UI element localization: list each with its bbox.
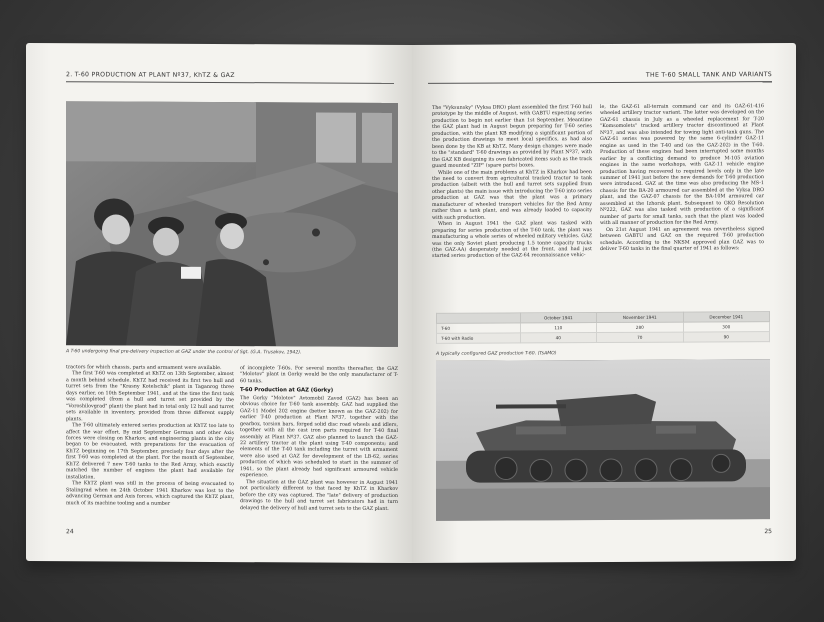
right-page <box>412 43 796 563</box>
table-cell: 90 <box>683 332 769 342</box>
paragraph: The Gorky "Molotov" Avtomobil Zavod (GAZ) has been an obvious choice for T-60 tank assembly. GAZ had supplied the GAZ-11 Model 202 engine (better known as the GAZ-202) for earlier T-40 production at Plant Nº37, together with the gearbox, torsion bars, forged solid disc road wheels and idlers, together with all the cast iron parts required for T-40 final assembly at Plant Nº37. GAZ also planned to launch the GAZ-22 artillery tractor at the plant using T-40 components; and elements of the T-40 tank including the turret with armament were also used at GAZ for development of the LB-62, series production of which was scheduled to start in the summer of 1941, so the plant already had significant armoured vehicle experience. <box>240 394 398 479</box>
paragraph: The T-60 ultimately entered series production at KhTZ too late to affect the war effort. By mid September German and other Axis forces were closing on Kharkov, and engineering plants in the city began to be evacuated, with preparations for the evacuation of KhTZ beginning on 17th September, precisely four days after the first T-60 was completed at the plant. For the month of September, KhTZ delivered 7 new T-60 tanks to the Red Army, which exactly matched the number of engines the plant had available for installation. <box>66 422 234 481</box>
paragraph: The KhTZ plant was still in the process of being evacuated to Stalingrad when on 24th October 1941 Kharkov was lost to the advancing German and Axis forces, which captured the KhTZ plant, much of its machine tooling and a number <box>66 480 234 507</box>
table-header: October 1941 <box>520 313 596 323</box>
right-running-head: THE T-60 SMALL TANK AND VARIANTS <box>645 71 772 79</box>
right-page-number: 25 <box>764 528 772 536</box>
left-page <box>26 43 412 563</box>
left-column-2 <box>240 365 398 512</box>
paragraph: of incomplete T-60s. For several months thereafter, the GAZ "Molotov" plant in Gorky would be the only manufacturer of T-60 tanks. <box>240 365 398 385</box>
table-header: December 1941 <box>683 312 769 322</box>
table-cell: 280 <box>597 322 684 332</box>
paragraph: When in August 1941 the GAZ plant was tasked with preparing for series production of the T-60 tank, the plant was manufacturing a whole series of wheeled military vehicles. GAZ was the only Soviet plant producing 1.5 tonne capacity trucks (the GAZ-AA) desperately needed at the front, and had just started series production of the GAZ-64 reconnaissance vehic- <box>432 220 592 260</box>
paragraph: The situation at the GAZ plant was however in August 1941 not particularly different to that faced by KhTZ in Kharkov before the city was captured. The "late" delivery of production drawings to the hull and turret set fabricators had in turn delayed the delivery of hull and turret sets to the GAZ plant. <box>240 478 398 512</box>
table-cell: T-60 with Radio <box>437 333 521 343</box>
left-running-head: 2. T-60 PRODUCTION AT PLANT Nº37, KhTZ & GAZ <box>66 71 235 80</box>
paragraph: On 21st August 1941 an agreement was nevertheless signed between GABTU and GAZ on the required T-60 production schedule. According to the NKSM approved plan GAZ was to deliver T-60 tanks in the final quarter of 1941 as follows: <box>600 225 764 252</box>
right-column-1 <box>432 104 592 260</box>
table-header: November 1941 <box>597 312 684 322</box>
left-photo-caption: A T-60 undergoing final pre-delivery inspection at GAZ under the control of Sgt. (G.A. Trusakov, 1942). <box>66 349 302 356</box>
tank-photo-image <box>436 359 770 521</box>
table-cell: 300 <box>683 322 769 332</box>
right-column-2 <box>600 103 764 252</box>
left-column-1 <box>66 364 234 507</box>
paragraph: le, the GAZ-61 all-terrain command car and its GAZ-61-416 wheeled artillery tractor variant. The latter was developed on the GAZ-61 chassis in July as a wheeled replacement for T-20 "Komsomolets" tracked artillery tractor discontinued at Plant Nº37, and was also intended for towing light anti-tank guns. The GAZ-61 series was powered by the same 6-cylinder GAZ-11 engine as used in the T-40 and (as the GAZ-202) in the T-60. Production of these engines had been interrupted some months earlier by a conflicting demand to produce M-105 aviation engines in the same workshops, with GAZ-11 vehicle engine production having recovered to required levels only in the late summer of 1941 just before the new demands for T-60 production were introduced. GAZ at the time was also producing the MS-1 chassis for the BA-20 armoured car assembled at the Vyksa DRO plant, and the GAZ-07 chassis for the BA-10M armoured car assembled at the Izhorsk plant. Subsequent to GKO Resolution Nº222, GAZ was also tasked with production of a significant number of parts for small tanks, such that the plant was loaded with all manner of production for the Red Army. <box>600 103 764 227</box>
table-cell: 70 <box>597 332 684 342</box>
table-header <box>437 313 521 323</box>
paragraph: tractors for which chassis, parts and armament were available. <box>66 364 222 372</box>
left-page-number: 24 <box>66 528 74 536</box>
left-header-rule <box>66 81 394 84</box>
tank-photo <box>436 359 770 521</box>
table-cell: 110 <box>520 323 596 333</box>
table-row <box>437 332 770 344</box>
workers-photo-image <box>66 101 398 347</box>
production-schedule-table <box>436 311 770 344</box>
section-heading: T-60 Production at GAZ (Gorky) <box>240 387 334 394</box>
table-cell: 40 <box>520 333 596 343</box>
table-cell: T-60 <box>437 323 521 333</box>
book-spread <box>22 44 802 614</box>
right-photo-caption: A typically configured GAZ production T-60. (TsAMO) <box>436 351 557 357</box>
paragraph: The first T-60 was completed at KhTZ on 13th September, almost a month behind schedule. KhTZ had received its first two hull and turret sets from the "Krasny Kotelschik" plant in Taganrog three days earlier, on 10th September 1941, and at the time the first tank was completed (from a hull and turret set provided by the "Voroshilovgrad" plant) the plant had in total only 12 hull and turret sets available in inventory, provided from three different supply plants. <box>66 370 234 422</box>
right-header-rule <box>428 81 772 84</box>
paragraph: While one of the main problems at KhTZ in Kharkov had been the need to convert from agricultural tracked tractor to tank production (albeit with the hull and turret sets supplied from other plants) the main issue with introducing the T-60 into series production at GAZ was that the plant was a primary manufacturer of wheeled transport vehicles for the Red Army rather than a tank plant, and was already loaded to capacity with such production. <box>432 168 592 221</box>
paragraph: The "Vyksunsky" (Vyksa DRO) plant assembled the first T-60 hull prototype by the middle of August, with GABTU expecting series production to begin not earlier than 1st September. Meantime the GAZ plant had in August begun preparing for T-60 series production, with the plant KB modifying a significant portion of the production drawings to meet local specifics, as had also been done by the KB at KhTZ. Many design changes were made to the "standard" T-60 drawings as provided by Plant Nº37, with the GAZ KB designing its own fabricated items such as the track guard mounted "ZIP" (spare parts) boxes. <box>432 104 592 169</box>
workers-photo <box>66 101 398 347</box>
